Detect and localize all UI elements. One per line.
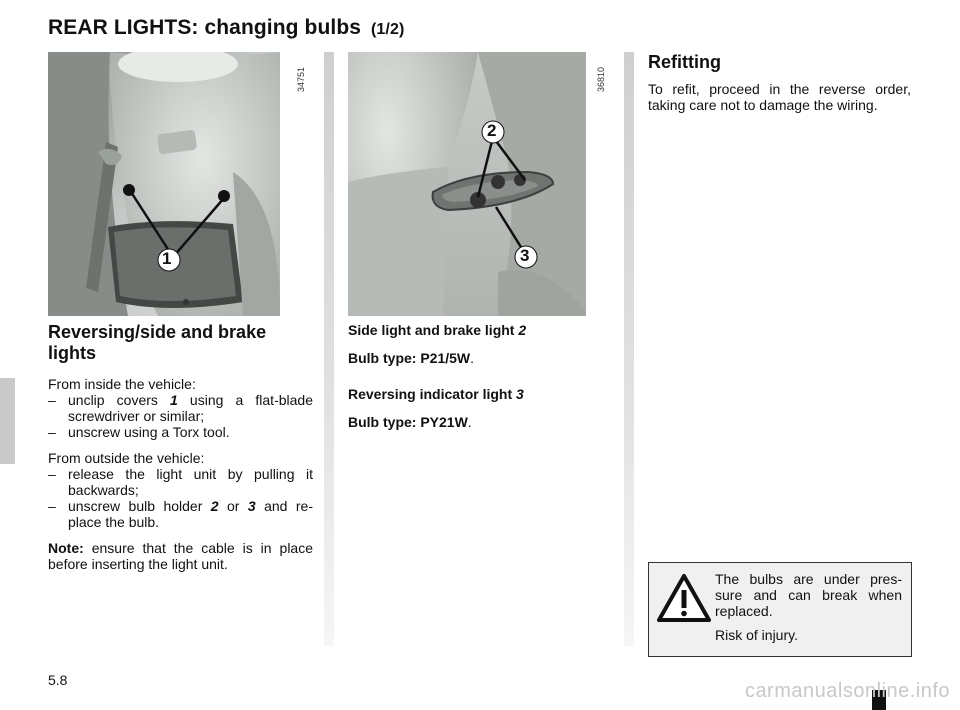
warning-text: The bulbs are under pres-sure and can break when replaced. Risk of injury.: [715, 571, 902, 643]
list-item: – release the light unit by pulling it backwards;: [48, 466, 313, 498]
warning-box: [648, 562, 912, 657]
watermark: carmanualsonline.info: [744, 680, 950, 702]
note: Note: ensure that the cable is in place before inserting the light unit.: [48, 540, 313, 572]
refitting-text: To refit, proceed in the reverse order, taking care not to damage the wiring.: [648, 81, 911, 113]
outside-steps: [48, 466, 313, 530]
reversing-side-brake-section: [48, 322, 313, 582]
refitting-heading: Refitting: [648, 52, 721, 72]
section-heading: Reversing/side and brake lights: [48, 322, 267, 363]
side-brake-bulb-type: Bulb type: P21/5W.: [348, 350, 475, 366]
side-brake-light-label: Side light and brake light 2: [348, 322, 527, 338]
warning-triangle-icon: [657, 573, 711, 623]
callout-3: 3: [520, 246, 530, 265]
inside-intro: From inside the vehicle:: [48, 376, 196, 392]
list-item: – unscrew bulb holder 2 or 3 and re-place the bulb.: [48, 498, 314, 530]
list-item: – unscrew using a Torx tool.: [48, 424, 230, 440]
callout-2: 2: [487, 121, 497, 140]
rear-light-photo: [348, 52, 586, 316]
refitting-section: [648, 52, 911, 123]
list-item: – unclip covers 1 using a flat-blade screwdriver or similar;: [48, 392, 313, 424]
page-title-text: REAR LIGHTS: changing bulbs: [48, 16, 362, 39]
reversing-bulb-type: Bulb type: PY21W.: [348, 414, 472, 430]
page-title-part: (1/2): [370, 21, 405, 38]
outside-intro: From outside the vehicle:: [48, 450, 205, 466]
page-number: 5.8: [48, 672, 68, 688]
callout-1: 1: [162, 249, 172, 268]
reversing-light-label: Reversing indicator light 3: [348, 386, 524, 402]
figure-ref-1: 34751: [296, 66, 306, 92]
chapter-tab: [0, 378, 15, 464]
column-rule-left: [324, 52, 334, 646]
page-title: [48, 16, 404, 40]
figure-ref-2: 36810: [596, 66, 606, 92]
boot-interior-photo: [48, 52, 280, 316]
bulb-types-section: [348, 322, 613, 442]
column-rule-right: [624, 52, 634, 646]
inside-steps: [48, 392, 313, 440]
